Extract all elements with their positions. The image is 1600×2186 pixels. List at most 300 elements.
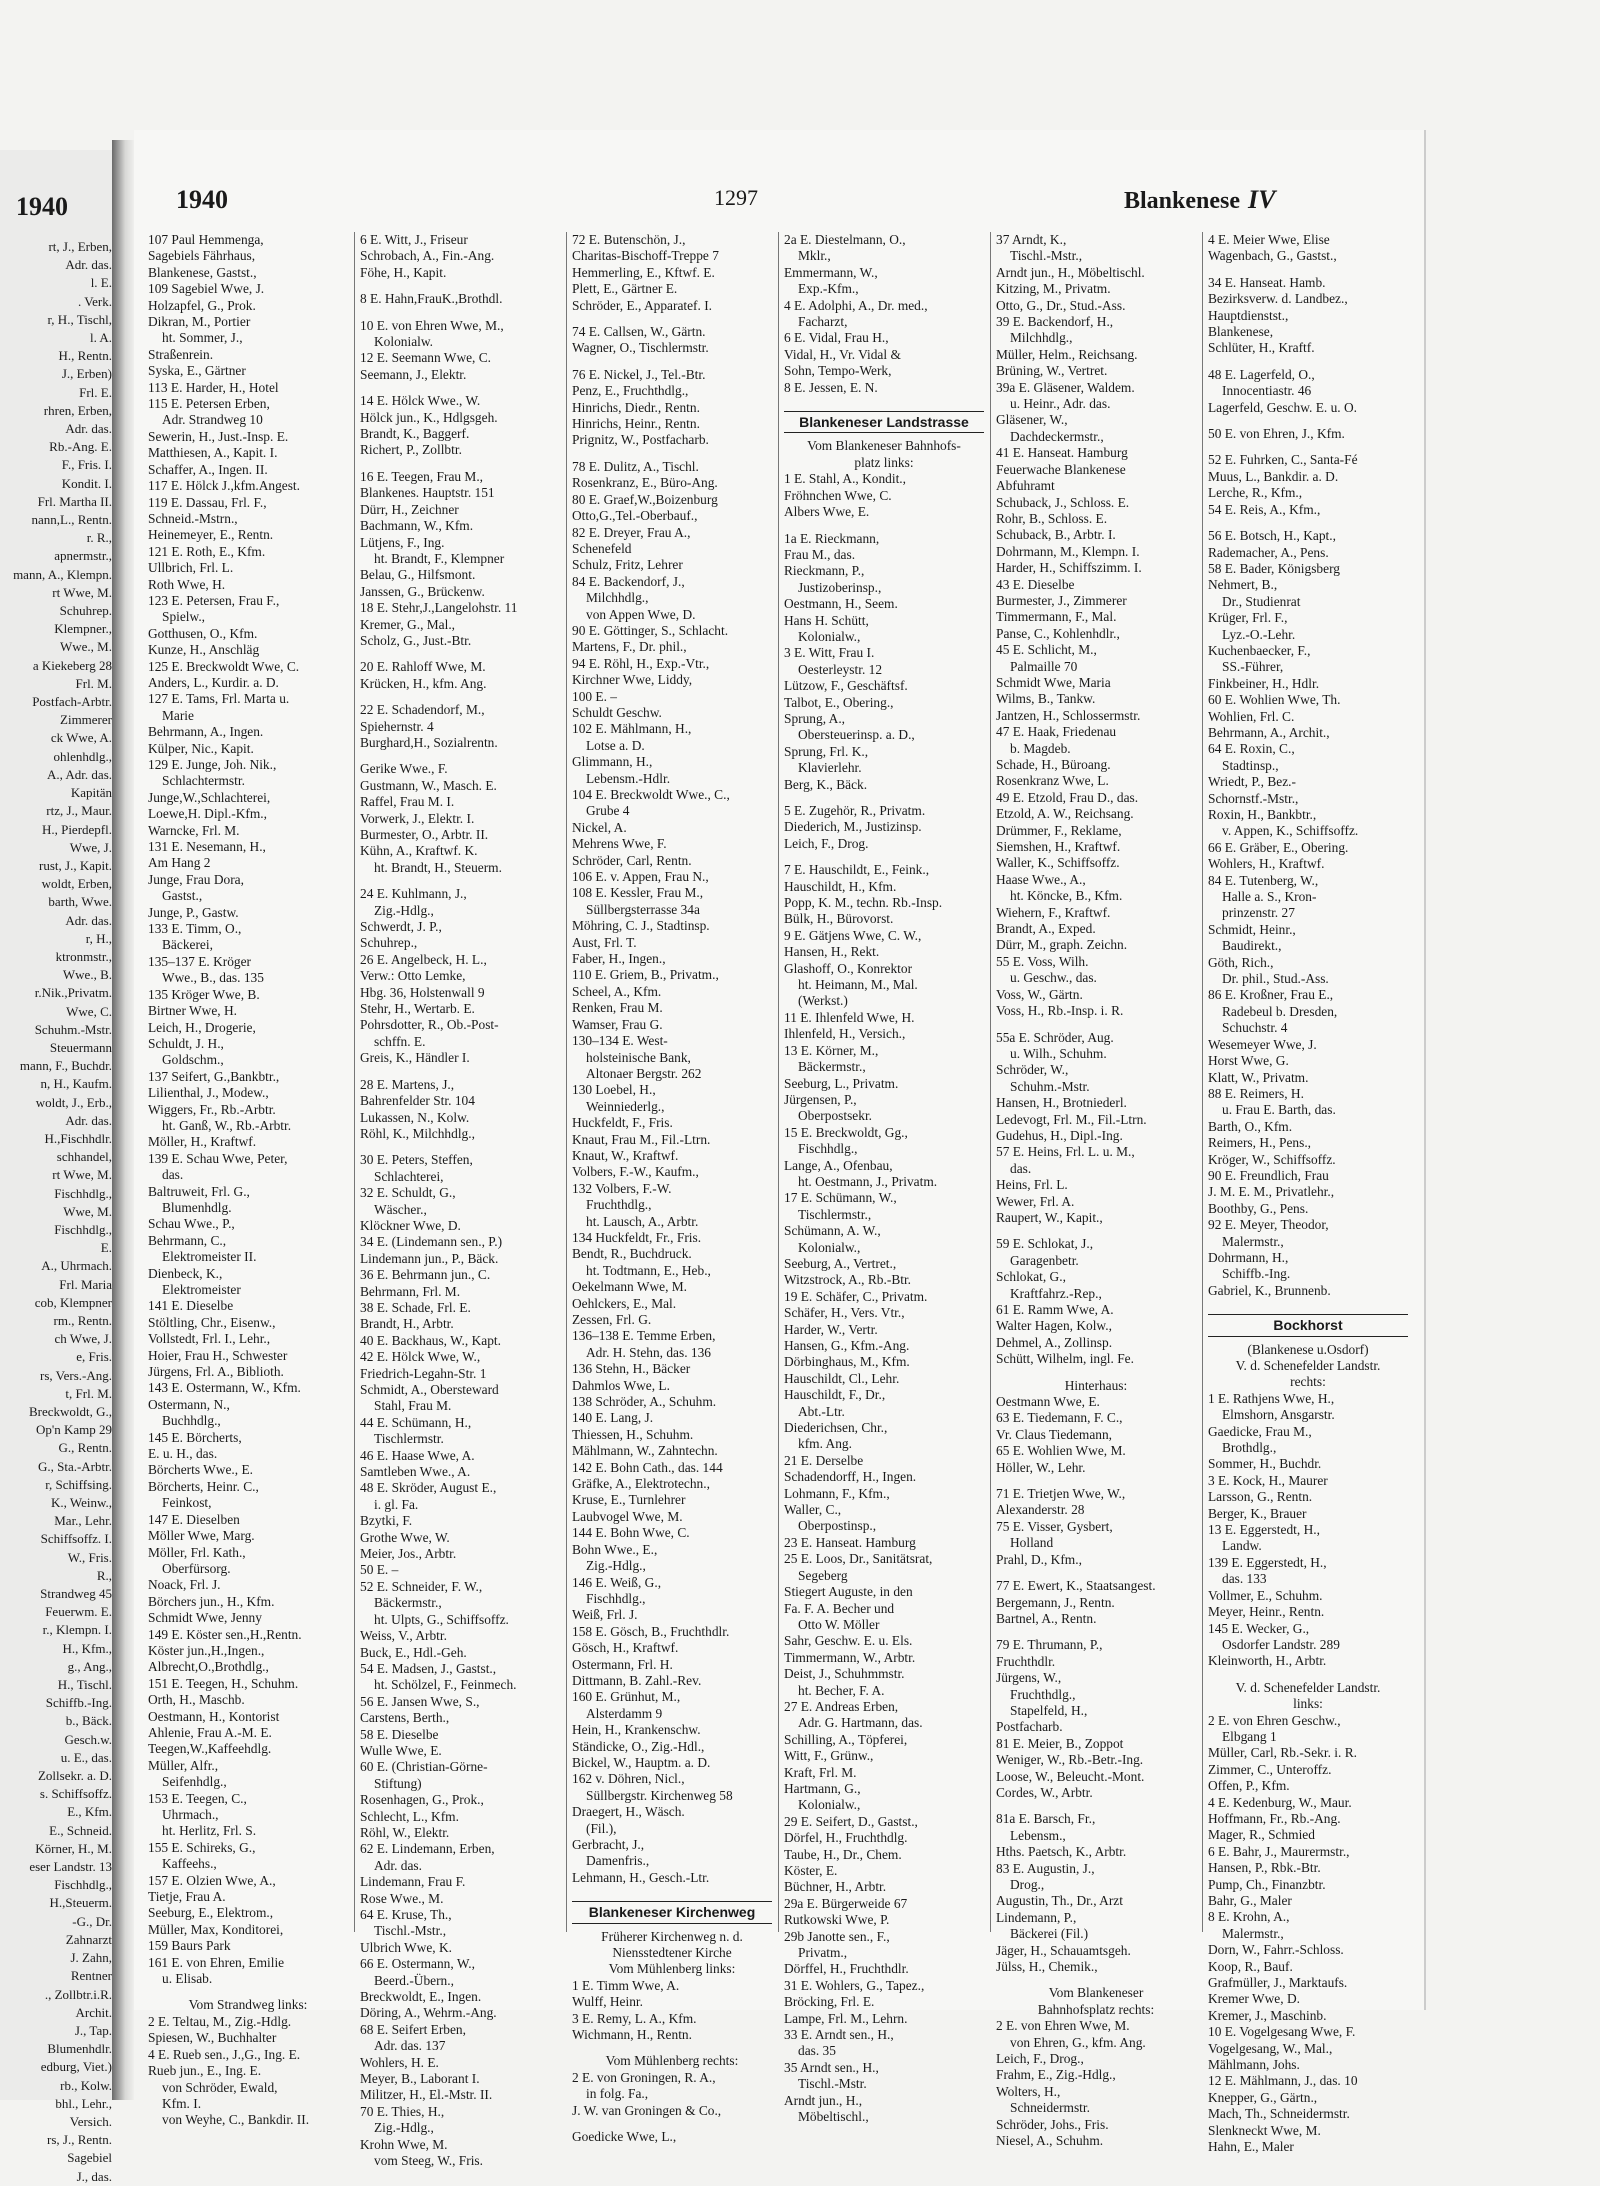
- left-page-line: rust, J., Kapit.: [39, 857, 112, 873]
- directory-line: Kremer Wwe, D.: [1208, 1991, 1300, 2007]
- left-page-line: Schuhrep.: [59, 603, 112, 619]
- directory-line: Burghard,H., Sozialrentn.: [360, 734, 498, 750]
- house-entry: 41 E. Hanseat. Hamburg: [996, 445, 1128, 461]
- house-entry: 86 E. Kroßner, Frau E.,: [1208, 987, 1334, 1003]
- directory-line: Draegert, H., Wäsch.: [572, 1804, 685, 1820]
- directory-line: Huckfeldt, F., Fris.: [572, 1115, 673, 1131]
- line-spacer: [996, 1975, 1196, 1985]
- column-2: [360, 232, 560, 2169]
- directory-line: Zimmer, C., Unteroffz.: [1208, 1761, 1332, 1777]
- directory-line: Schröder, Johs., Fris.: [996, 2116, 1109, 2132]
- directory-line: von Schröder, Ewald,: [162, 2079, 278, 2095]
- house-entry: 55 E. Voss, Wilh.: [996, 953, 1089, 969]
- directory-line: Schuchstr. 4: [1222, 1020, 1288, 1036]
- house-entry: 36 E. Behrmann jun., C.: [360, 1267, 491, 1283]
- left-page-line: R.,: [96, 1567, 112, 1583]
- directory-line: Lebensm.,: [1010, 1827, 1066, 1843]
- directory-line: Mählmann, Johs.: [1208, 2057, 1300, 2073]
- directory-line: Schade, H., Büroang.: [996, 757, 1111, 772]
- directory-line: Wäscher.,: [374, 1201, 427, 1217]
- left-page-line: E., Kfm.: [67, 1804, 112, 1820]
- directory-line: Klöckner Wwe, D.: [360, 1217, 461, 1233]
- street-heading: Blankeneser Landstrasse: [784, 411, 984, 433]
- left-page-line: Frl. M.: [75, 675, 112, 691]
- directory-line: kfm. Ang.: [798, 1436, 852, 1452]
- line-spacer: [784, 521, 984, 531]
- directory-line: Elmshorn, Ansgarstr.: [1222, 1407, 1335, 1423]
- directory-line: Hths. Paetsch, K., Arbtr.: [996, 1844, 1127, 1860]
- directory-line: Feinkost,: [162, 1495, 212, 1511]
- directory-line: Roth Wwe, H.: [148, 576, 226, 592]
- house-entry: 16 E. Teegen, Frau M.,: [360, 468, 484, 484]
- left-page-line: barth, Wwe.: [48, 894, 112, 910]
- column-divider: [1202, 232, 1203, 1932]
- directory-line: Hoffmann, Fr., Rb.-Ang.: [1208, 1810, 1341, 1826]
- directory-line: Wwe., B., das. 135: [162, 970, 264, 986]
- house-entry: 4 E. Rueb sen., J.,G., Ing. E.: [148, 2046, 301, 2062]
- place-heading: [1124, 185, 1275, 215]
- left-page-line: mann, A., Klempn.: [13, 566, 112, 582]
- directory-line: Hbg. 36, Holstenwall 9: [360, 984, 485, 1000]
- directory-line: Radebeul b. Dresden,: [1222, 1003, 1338, 1019]
- header-year: 1940: [176, 185, 228, 214]
- directory-line: Meier, Jos., Arbtr.: [360, 1546, 457, 1562]
- directory-line: Lohmann, F., Kfm.,: [784, 1485, 890, 1501]
- directory-line: ht. Brandt, F., Klempner: [374, 550, 505, 566]
- directory-line: Dürr, M., graph. Zeichn.: [996, 937, 1128, 953]
- directory-line: Gräfke, A., Elektrotechn.,: [572, 1476, 710, 1492]
- directory-line: Stiegert Auguste, in den: [784, 1584, 913, 1600]
- directory-line: Exp.-Kfm.,: [798, 281, 859, 297]
- left-page-line: Breckwoldt, G.,: [28, 1404, 112, 1419]
- directory-line: Gerike Wwe., F.: [360, 761, 448, 777]
- directory-line: Rosenhagen, G., Prok.,: [360, 1792, 484, 1808]
- directory-line: Hartmann, G.,: [784, 1780, 861, 1796]
- directory-line: u. Frau E. Barth, das.: [1222, 1102, 1336, 1118]
- house-entry: 8 E. Jessen, E. N.: [784, 379, 878, 395]
- directory-line: Schenefeld: [572, 540, 632, 556]
- directory-line: Straßenrein.: [148, 346, 214, 362]
- house-entry: 151 E. Teegen, H., Schuhm.: [148, 1675, 299, 1691]
- directory-line: Malermstr.,: [1222, 1925, 1284, 1941]
- directory-line: Elbgang 1: [1222, 1728, 1277, 1744]
- house-entry: 147 E. Dieselben: [148, 1511, 240, 1527]
- left-page-line: Wwe, C.: [66, 1003, 112, 1019]
- directory-line: Dohrmann, H.,: [1208, 1249, 1289, 1265]
- directory-line: Halle a. S., Kron-: [1222, 889, 1317, 905]
- volume-label: IV: [1248, 185, 1276, 214]
- directory-line: ht. Köncke, B., Kfm.: [1010, 888, 1123, 904]
- directory-line: Kolonialw.: [374, 334, 434, 350]
- directory-line: Siemshen, H., Kraftwf.: [996, 839, 1121, 855]
- house-entry: 44 E. Schümann, H.,: [360, 1414, 472, 1430]
- directory-line: Schäfer, H., Vers. Vtr.,: [784, 1305, 905, 1321]
- house-entry: 90 E. Göttinger, S., Schlacht.: [572, 622, 729, 638]
- house-entry: 102 E. Mählmann, H.,: [572, 721, 692, 737]
- line-spacer: [1208, 442, 1408, 452]
- house-entry: 18 E. Stehr,J.,Langelohstr. 11: [360, 600, 518, 616]
- directory-line: Oestmann Wwe, E.: [996, 1394, 1100, 1410]
- house-entry: 2a E. Diestelmann, O.,: [784, 232, 906, 247]
- house-entry: 158 E. Gösch, B., Fruchthdlr.: [572, 1623, 730, 1639]
- directory-line: Dorn, W., Fahrr.-Schloss.: [1208, 1942, 1344, 1958]
- directory-line: Witzstrock, A., Rb.-Btr.: [784, 1272, 912, 1288]
- house-entry: 4 E. Kedenburg, W., Maur.: [1208, 1794, 1352, 1810]
- directory-line: Schlachtermstr.: [162, 773, 245, 789]
- directory-line: Plett, E., Gärtner E.: [572, 281, 678, 297]
- directory-line: Gabriel, K., Brunnenb.: [1208, 1282, 1331, 1298]
- left-page-line: Schiffb.-Ing.: [45, 1695, 112, 1711]
- house-entry: 146 E. Weiß, G.,: [572, 1574, 662, 1590]
- directory-line: Diederichsen, Chr.,: [784, 1420, 888, 1436]
- directory-line: Wagenbach, G., Gastst.,: [1208, 248, 1337, 264]
- directory-line: Prignitz, W., Postfacharb.: [572, 432, 709, 448]
- house-entry: 66 E. Gräber, E., Obering.: [1208, 839, 1349, 855]
- directory-line: Hölck jun., K., Hdlgsgeh.: [360, 409, 498, 425]
- house-entry: 64 E. Kruse, Th.,: [360, 1907, 452, 1922]
- directory-line: Uhrmach.,: [162, 1807, 219, 1822]
- page-header: [134, 185, 1424, 225]
- directory-line: Bohn Wwe., E.,: [572, 1541, 658, 1557]
- left-page-line: edburg, Viet.): [40, 2059, 112, 2075]
- directory-line: Lütjens, F., Ing.: [360, 534, 445, 550]
- directory-line: Weinniederlg.,: [586, 1098, 665, 1114]
- directory-line: Diederich, M., Justizinsp.: [784, 819, 922, 835]
- house-entry: 80 E. Graef,W.,Boizenburg: [572, 491, 718, 507]
- house-entry: 65 E. Wohlien Wwe, M.: [996, 1443, 1126, 1459]
- directory-line: Burmester, O., Arbtr. II.: [360, 827, 489, 842]
- line-spacer: [572, 449, 772, 459]
- line-spacer: [1208, 518, 1408, 528]
- directory-line: Fröhnchen Wwe, C.: [784, 487, 892, 503]
- directory-line: Marie: [162, 707, 194, 723]
- house-entry: 48 E. Lagerfeld, O.,: [1208, 366, 1315, 382]
- directory-line: Kunze, H., Anschläg: [148, 642, 260, 658]
- left-page-line: G., Rentn.: [58, 1440, 112, 1456]
- directory-line: Privatm.,: [798, 1945, 848, 1961]
- directory-line: Brüning, W., Vertret.: [996, 363, 1108, 379]
- directory-line: Baltruweit, Frl. G.,: [148, 1183, 250, 1199]
- directory-line: Kleinworth, H., Arbtr.: [1208, 1653, 1327, 1669]
- house-entry: 27 E. Andreas Erben,: [784, 1698, 899, 1714]
- directory-line: Fa. F. A. Becher und: [784, 1600, 895, 1616]
- house-entry: 78 E. Dulitz, A., Tischl.: [572, 458, 699, 474]
- directory-line: Seeburg, A., Vertret.,: [784, 1255, 897, 1271]
- house-entry: 157 E. Olzien Wwe, A.,: [148, 1872, 276, 1888]
- directory-line: Lindemann, P.,: [996, 1909, 1077, 1925]
- directory-line: Reimers, H., Pens.,: [1208, 1135, 1312, 1151]
- directory-line: Wulff, Heinr.: [572, 1994, 643, 2010]
- directory-line: Gaedicke, Frau M.,: [1208, 1423, 1312, 1439]
- directory-line: Gerbracht, J.,: [572, 1837, 645, 1852]
- directory-line: Bahrenfelder Str. 104: [360, 1093, 475, 1109]
- directory-line: Scheel, A., Kfm.: [572, 983, 662, 999]
- directory-line: Hinrichs, Heinr., Rentn.: [572, 416, 700, 432]
- directory-line: Loose, W., Beleucht.-Mont.: [996, 1768, 1145, 1784]
- directory-line: Rosenkranz, E., Büro-Ang.: [572, 475, 718, 491]
- directory-line: Junge,W.,Schlachterei,: [148, 789, 271, 805]
- directory-line: Feuerwache Blankenese: [996, 461, 1126, 477]
- house-entry: 24 E. Kuhlmann, J.,: [360, 886, 467, 902]
- directory-line: Lampe, Frl. M., Lehrn.: [784, 2010, 908, 2026]
- directory-line: Rademacher, A., Pens.: [1208, 544, 1329, 560]
- directory-line: ht. Becher, F. A.: [798, 1682, 885, 1698]
- directory-line: Walter Hagen, Kolw.,: [996, 1318, 1112, 1334]
- house-entry: 110 E. Griem, B., Privatm.,: [572, 967, 719, 983]
- directory-line: Greis, K., Händler I.: [360, 1050, 470, 1066]
- directory-line: Arndt jun., H., Möbeltischl.: [996, 264, 1145, 280]
- house-entry: 134 Huckfeldt, Fr., Fris.: [572, 1229, 702, 1245]
- directory-line: Rosenkranz Wwe, L.: [996, 773, 1109, 789]
- directory-line: Drog.,: [1010, 1877, 1045, 1892]
- directory-line: Militzer, H., El.-Mstr. II.: [360, 2087, 493, 2103]
- house-entry: 64 E. Roxin, C.,: [1208, 741, 1295, 757]
- house-entry: 82 E. Dreyer, Frau A.,: [572, 524, 691, 540]
- directory-line: Nehmert, B.,: [1208, 577, 1278, 593]
- directory-line: Lyz.-O.-Lehr.: [1222, 626, 1296, 642]
- left-page-line: woldt, J., Erb.,: [35, 1094, 112, 1110]
- left-page-line: rt Wwe, M.: [52, 584, 112, 600]
- directory-line: Lerche, R., Kfm.,: [1208, 485, 1303, 501]
- house-entry: 84 E. Tutenberg, W.,: [1208, 872, 1319, 888]
- directory-line: Kühn, A., Kraftwf. K.: [360, 843, 478, 859]
- directory-line: Tischl.-Mstr.,: [374, 1923, 447, 1939]
- directory-line: Bzytki, F.: [360, 1513, 413, 1529]
- directory-line: Panse, C., Kohlenhdlr.,: [996, 625, 1120, 641]
- directory-line: ht. Schölzel, F., Feinmech.: [374, 1677, 517, 1693]
- directory-line: E. u. H., das.: [148, 1446, 218, 1462]
- left-page-line: Körner, H., M.: [35, 1840, 112, 1856]
- house-entry: 54 E. Madsen, J., Gastst.,: [360, 1660, 497, 1676]
- house-entry: 10 E. von Ehren Wwe, M.,: [360, 317, 504, 333]
- house-entry: 43 E. Dieselbe: [996, 576, 1075, 592]
- directory-line: Talbot, E., Obering.,: [784, 694, 894, 710]
- house-entry: 33 E. Arndt sen., H.,: [784, 2027, 894, 2043]
- directory-line: Orth, H., Maschb.: [148, 1692, 245, 1708]
- directory-line: Spiehernstr. 4: [360, 718, 434, 734]
- house-entry: 2 E. Teltau, M., Zig.-Hdlg.: [148, 2013, 292, 2029]
- directory-line: Krohn Wwe, M.: [360, 2136, 448, 2152]
- left-page-line: schhandel,: [56, 1149, 112, 1165]
- left-page-line: r, H., Tischl,: [47, 311, 112, 327]
- directory-line: Martens, F., Dr. phil.,: [572, 639, 687, 655]
- directory-line: Bröcking, Frl. E.: [784, 1994, 875, 2010]
- left-page-line: Zahnarzt: [65, 1931, 112, 1947]
- directory-line: Möller, Frl. Kath.,: [148, 1544, 246, 1560]
- directory-line: Schlachterei,: [374, 1168, 444, 1184]
- line-spacer: [360, 281, 560, 291]
- line-spacer: [996, 1226, 1196, 1236]
- directory-line: Witt, F., Grünw.,: [784, 1748, 874, 1764]
- directory-line: Lilienthal, J., Modew.,: [148, 1085, 269, 1101]
- directory-line: Wilms, B., Tankw.: [996, 691, 1096, 707]
- directory-line: Stiftung): [374, 1775, 422, 1791]
- directory-line: b. Magdeb.: [1010, 740, 1071, 756]
- directory-line: Ostermann, Frl. H.: [572, 1656, 673, 1672]
- line-spacer: [784, 793, 984, 803]
- directory-line: Wolters, H.,: [996, 2083, 1061, 2099]
- house-entry: 11 E. Ihlenfeld Wwe, H.: [784, 1009, 915, 1025]
- directory-line: Schau Wwe., P.,: [148, 1216, 235, 1232]
- left-page-line: K., Weinw.,: [50, 1495, 112, 1511]
- house-entry: 142 E. Bohn Cath., das. 144: [572, 1459, 723, 1475]
- directory-line: Adr. H. Stehn, das. 136: [586, 1344, 711, 1360]
- left-page-line: E.: [100, 1240, 112, 1256]
- directory-line: Dr. phil., Stud.-Ass.: [1222, 971, 1329, 987]
- directory-line: Junge, Frau Dora,: [148, 871, 244, 887]
- directory-line: Brandt, H., Arbtr.: [360, 1316, 454, 1332]
- directory-line: Harder, H., Schiffszimm. I.: [996, 560, 1142, 576]
- house-entry: 50 E. –: [360, 1562, 399, 1578]
- directory-line: Verw.: Otto Lemke,: [360, 968, 466, 984]
- line-spacer: [360, 1067, 560, 1077]
- directory-line: Taube, H., Dr., Chem.: [784, 1846, 902, 1862]
- directory-line: Rose Wwe., M.: [360, 1890, 444, 1906]
- directory-line: Schuhrep.,: [360, 935, 418, 951]
- line-spacer: [572, 2119, 772, 2129]
- directory-line: Boothby, G., Pens.: [1208, 1200, 1309, 1216]
- left-page-line: Wwe., M.: [60, 639, 112, 655]
- column-divider: [354, 232, 355, 1932]
- house-entry: 139 E. Eggerstedt, H.,: [1208, 1554, 1327, 1570]
- directory-line: Noack, Frl. J.: [148, 1577, 221, 1593]
- directory-line: Schuldt, J. H.,: [148, 1035, 224, 1051]
- left-page-line: rhren, Erben,: [43, 402, 112, 418]
- column-1: [148, 232, 348, 2128]
- house-entry: 15 E. Breckwoldt, Gg.,: [784, 1124, 908, 1140]
- directory-line: das.: [162, 1167, 184, 1183]
- directory-line: Dittmann, B. Zahl.-Rev.: [572, 1672, 702, 1688]
- directory-line: Möller Wwe, Marg.: [148, 1528, 255, 1544]
- house-entry: 2 E. von Groningen, R. A.,: [572, 2069, 716, 2085]
- left-page-line: s. Schiffsoffz.: [39, 1786, 112, 1802]
- house-entry: 20 E. Rahloff Wwe, M.: [360, 659, 486, 675]
- directory-line: Rieckmann, P.,: [784, 563, 865, 579]
- directory-line: Müller, Helm., Reichsang.: [996, 346, 1138, 362]
- directory-line: Kuchenbaecker, F.,: [1208, 642, 1311, 658]
- directory-line: Stadtinsp.,: [1222, 757, 1279, 773]
- house-entry: 113 E. Harder, H., Hotel: [148, 379, 279, 395]
- left-page-line: Frl. Martha II.: [37, 493, 112, 509]
- left-page-line: Schuhm.-Mstr.: [34, 1021, 112, 1037]
- directory-line: Deist, J., Schuhmmstr.: [784, 1666, 905, 1682]
- house-entry: 109 Sagebiel Wwe, J.: [148, 281, 265, 297]
- directory-line: u. Wilh., Schuhm.: [1010, 1045, 1107, 1061]
- directory-line: Osdorfer Landstr. 289: [1222, 1636, 1340, 1652]
- directory-line: Anders, L., Kurdir. a. D.: [148, 674, 279, 690]
- house-entry: 59 E. Schlokat, J.,: [996, 1236, 1094, 1252]
- left-page-line: Versich.: [69, 2113, 112, 2129]
- line-spacer: [360, 876, 560, 886]
- directory-line: Weiß, Frl. J.: [572, 1607, 638, 1623]
- directory-line: Ostermann, N.,: [148, 1396, 230, 1412]
- directory-line: Wichmann, H., Rentn.: [572, 2027, 692, 2043]
- house-entry: 22 E. Schadendorf, M.,: [360, 702, 485, 718]
- directory-line: Albrecht,O.,Brothdlg.,: [148, 1659, 269, 1675]
- left-page-line: Fischhdlg.,: [54, 1221, 112, 1237]
- house-entry: 125 E. Breckwoldt Wwe, C.: [148, 658, 300, 674]
- directory-line: ht. Sommer, J.,: [162, 330, 243, 346]
- directory-line: Rutkowski Wwe, P.: [784, 1912, 890, 1928]
- house-entry: 38 E. Schade, Frl. E.: [360, 1299, 471, 1315]
- directory-line: Tischlermstr.,: [798, 1206, 872, 1222]
- left-page-line: e, Fris.: [76, 1349, 112, 1365]
- house-entry: 149 E. Köster sen.,H.,Rentn.: [148, 1626, 302, 1642]
- directory-line: Grothe Wwe, W.: [360, 1529, 450, 1545]
- house-entry: 35 Arndt sen., H.,: [784, 2059, 879, 2075]
- house-entry: 83 E. Augustin, J.,: [996, 1860, 1095, 1876]
- directory-line: Kirchner Wwe, Liddy,: [572, 672, 693, 688]
- house-entry: 28 E. Martens, J.,: [360, 1076, 455, 1092]
- house-entry: 140 E. Lang, J.: [572, 1410, 654, 1426]
- directory-line: Sommer, H., Buchdr.: [1208, 1456, 1322, 1472]
- directory-line: ht. Heimann, M., Mal.: [798, 977, 918, 993]
- directory-line: Wewer, Frl. A.: [996, 1193, 1075, 1209]
- directory-line: Renken, Frau M.: [572, 1000, 663, 1016]
- house-entry: 100 E. –: [572, 688, 618, 704]
- house-entry: 3 E. Remy, L. A., Kfm.: [572, 2010, 697, 2026]
- directory-line: Jürgens, Frl. A., Biblioth.: [148, 1364, 284, 1380]
- directory-line: Voss, W., Gärtn.: [996, 986, 1083, 1002]
- directory-line: Gläsener, W.,: [996, 412, 1068, 428]
- house-entry: 8 E. Krohn, A.,: [1208, 1909, 1290, 1925]
- directory-line: Blankenes. Hauptstr. 151: [360, 485, 495, 501]
- directory-line: Krücken, H., kfm. Ang.: [360, 675, 487, 691]
- directory-line: Faber, H., Ingen.,: [572, 951, 666, 967]
- directory-line: Kaffeehs.,: [162, 1856, 217, 1872]
- directory-line: Schröder, Carl, Rentn.: [572, 852, 692, 868]
- directory-line: Warncke, Frl. M.: [148, 822, 240, 838]
- line-spacer: [360, 383, 560, 393]
- line-spacer: [360, 308, 560, 318]
- directory-line: Wagner, O., Tischlermstr.: [572, 340, 709, 356]
- left-page-line: ., Zollbtr.i.R.: [44, 1986, 112, 2002]
- directory-line: Gastst.,: [162, 888, 203, 904]
- directory-line: Lehmann, H., Gesch.-Ltr.: [572, 1869, 710, 1885]
- directory-line: Albers Wwe, E.: [784, 504, 870, 520]
- directory-line: Dikran, M., Portier: [148, 314, 251, 330]
- left-page-line: Kondit. I.: [61, 475, 112, 491]
- house-entry: 13 E. Körner, M.,: [784, 1042, 879, 1058]
- house-entry: 121 E. Roth, E., Kfm.: [148, 543, 266, 559]
- house-entry: 21 E. Derselbe: [784, 1452, 864, 1468]
- directory-line: Milchhdlg.,: [586, 590, 649, 606]
- directory-line: Schneid.-Mstrn.,: [148, 510, 238, 526]
- directory-line: Schrobach, A., Fin.-Ang.: [360, 248, 495, 264]
- house-entry: 12 E. Mählmann, J., das. 10: [1208, 2073, 1358, 2089]
- directory-line: Kruse, E., Turnlehrer: [572, 1492, 686, 1508]
- house-entry: 12 E. Seemann Wwe, C.: [360, 350, 492, 366]
- directory-line: Röhl, W., Elektr.: [360, 1824, 450, 1840]
- line-spacer: [1208, 265, 1408, 275]
- left-page-line: l. E.: [90, 275, 112, 291]
- directory-line: Höller, W., Lehr.: [996, 1459, 1086, 1475]
- left-page-line: W., Fris.: [67, 1549, 112, 1565]
- directory-line: Volbers, F.-W., Kaufm.,: [572, 1164, 699, 1180]
- directory-line: Niesel, A., Schuhm.: [996, 2133, 1104, 2149]
- directory-line: Cordes, W., Arbtr.: [996, 1784, 1093, 1800]
- directory-line: Oberpostinsp.,: [798, 1518, 877, 1534]
- directory-line: Meyer, B., Laborant I.: [360, 2071, 480, 2087]
- house-entry: 136–138 E. Temme Erben,: [572, 1328, 716, 1344]
- left-page-line: Frl. E.: [79, 384, 112, 400]
- house-entry: 155 E. Schireks, G.,: [148, 1839, 256, 1855]
- directory-line: Popp, K. M., techn. Rb.-Insp.: [784, 895, 943, 911]
- house-entry: 115 E. Petersen Erben,: [148, 396, 270, 412]
- left-page-line: ohlenhdlg.,: [53, 748, 112, 764]
- house-entry: 130–134 E. West-: [572, 1033, 668, 1049]
- directory-line: Stöltling, Chr., Eisenw.,: [148, 1314, 276, 1330]
